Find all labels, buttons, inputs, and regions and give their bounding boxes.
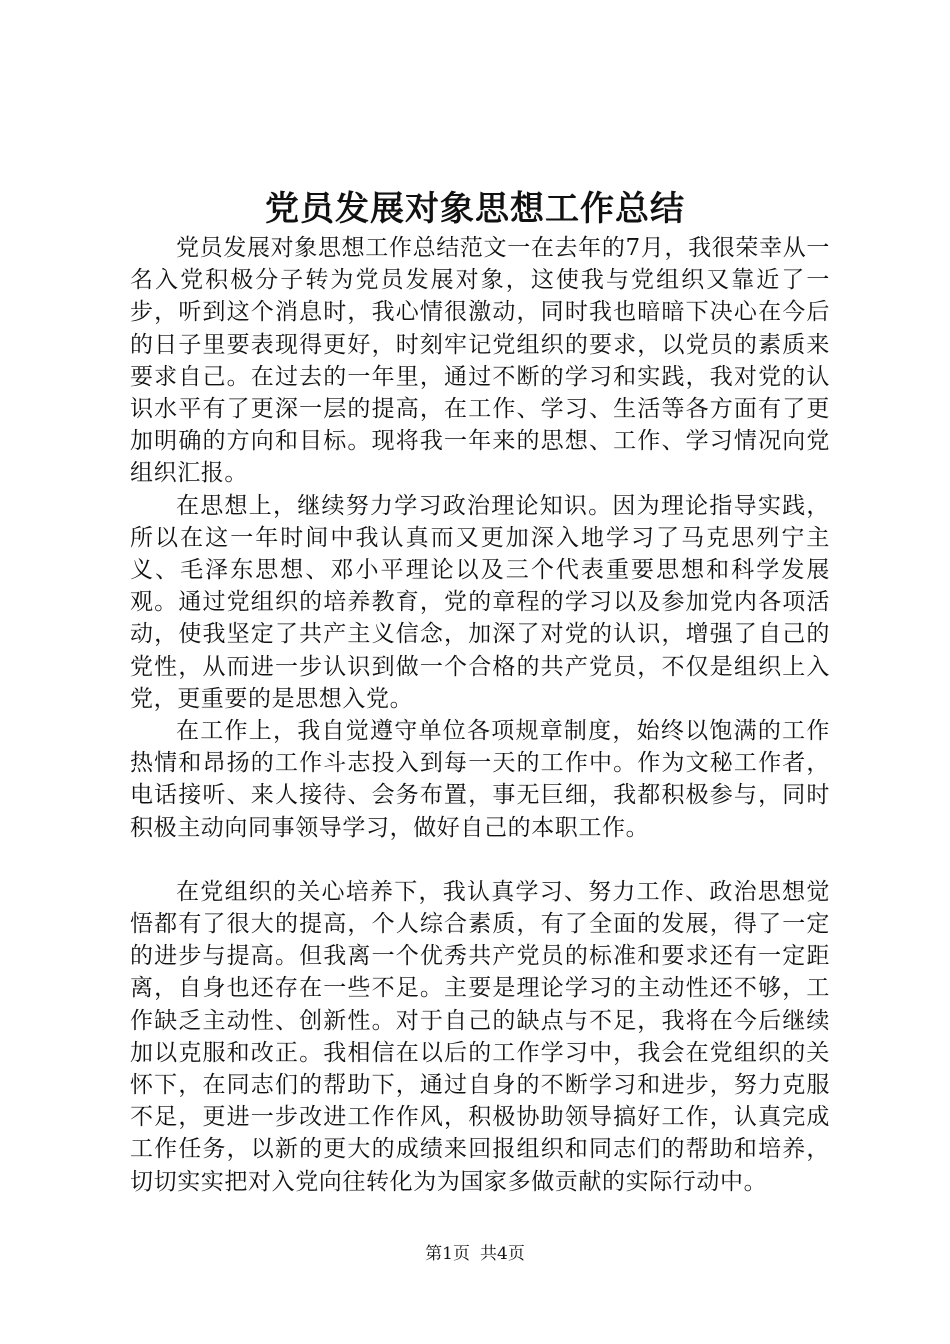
paragraph-conclusion: 在党组织的关心培养下，我认真学习、努力工作、政治思想觉悟都有了很大的提高，个人综合素质，有了全面的发展，得了一定的进步与提高。但我离一个优秀共产党员的标准和要求还有一定距离，自身也还存在一些不足。主要是理论学习的主动性还不够，工作缺乏主动性、创新性。对于自己的缺点与不足，我将在今后继续加以克服和改正。我相信在以后的工作学习中，我会在党组织的关怀下，在同志们的帮助下，通过自身的不断学习和进步，努力克服不足，更进一步改进工作作风，积极协助领导搞好工作，认真完成工作任务，以新的更大的成绩来回报组织和同志们的帮助和培养，切切实实把对入党向往转化为为国家多做贡献的实际行动中。 [130, 878, 830, 1195]
page-footer [0, 1243, 950, 1265]
paragraph-work: 在工作上，我自觉遵守单位各项规章制度，始终以饱满的工作热情和昂扬的工作斗志投入到每一天的工作中。作为文秘工作者，电话接听、来人接待、会务布置，事无巨细，我都积极参与，同时积极主动向同事领导学习，做好自己的本职工作。 [130, 718, 830, 841]
paragraph-thought: 在思想上，继续努力学习政治理论知识。因为理论指导实践，所以在这一年时间中我认真而又更加深入地学习了马克思列宁主义、毛泽东思想、邓小平理论以及三个代表重要思想和科学发展观。通过党组织的培养教育，党的章程的学习以及参加党内各项活动，使我坚定了共产主义信念，加深了对党的认识，增强了自己的党性，从而进一步认识到做一个合格的共产党员，不仅是组织上入党，更重要的是思想入党。 [130, 492, 830, 712]
document-body [130, 232, 830, 1198]
document-title: 党员发展对象思想工作总结 [265, 189, 685, 229]
page-number: 第1页 [425, 1244, 470, 1264]
page-total: 共4页 [480, 1244, 525, 1264]
paragraph-intro: 党员发展对象思想工作总结范文一在去年的7月，我很荣幸从一名入党积极分子转为党员发展对象，这使我与党组织又靠近了一步，听到这个消息时，我心情很激动，同时我也暗暗下决心在今后的日子里要表现得更好，时刻牢记党组织的要求，以党员的素质来要求自己。在过去的一年里，通过不断的学习和实践，我对党的认识水平有了更深一层的提高，在工作、学习、生活等各方面有了更加明确的方向和目标。现将我一年来的思想、工作、学习情况向党组织汇报。 [130, 235, 830, 487]
